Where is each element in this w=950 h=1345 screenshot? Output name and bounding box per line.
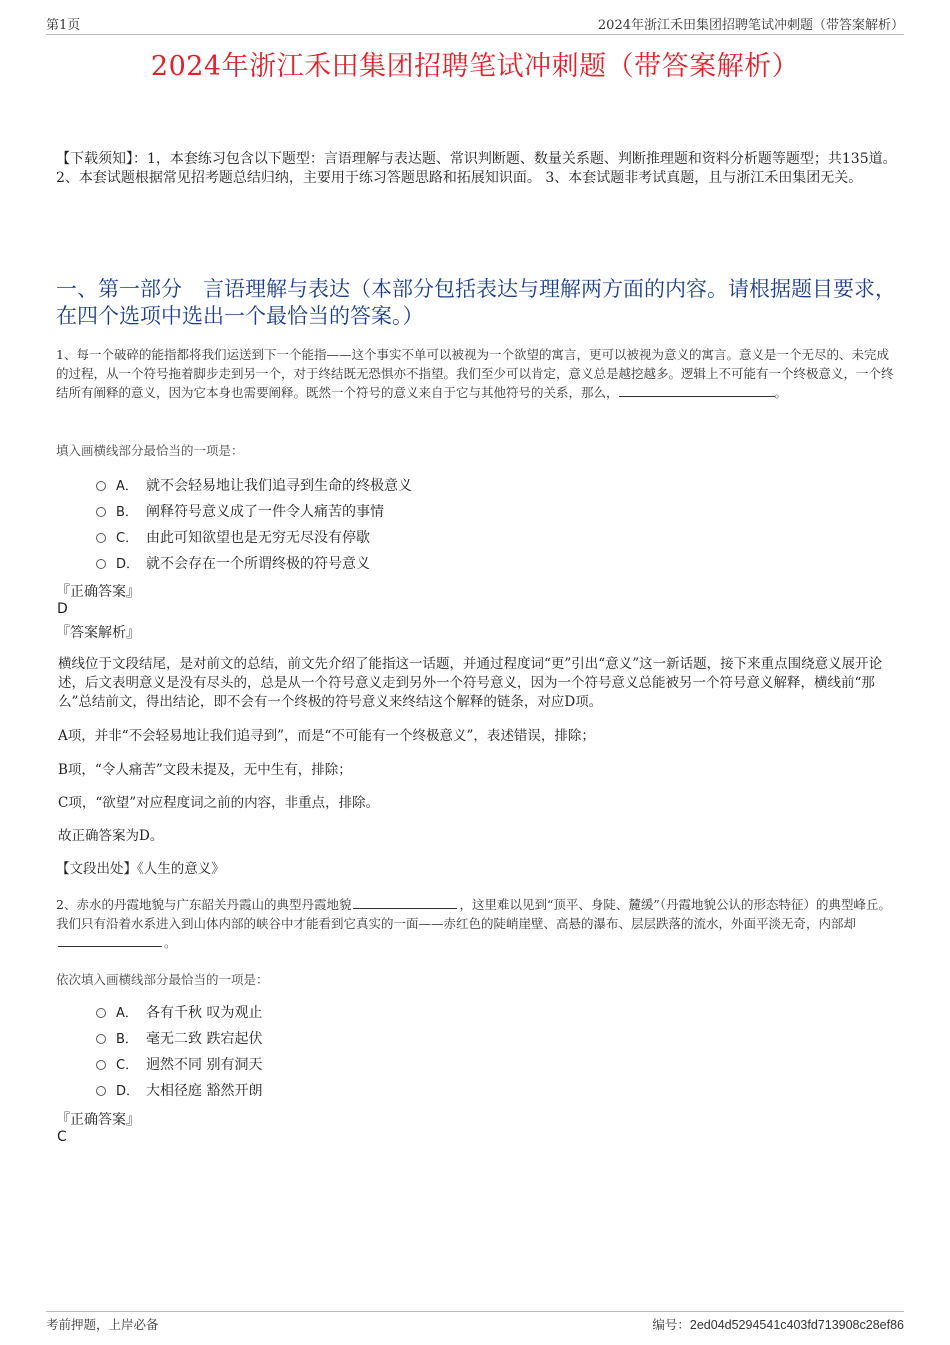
question-1-answer-label: 『正确答案』 <box>56 584 140 600</box>
question-2-option-b[interactable]: B． 毫无二致 跌宕起伏 <box>96 1029 262 1049</box>
radio-icon[interactable] <box>96 1008 106 1018</box>
question-1-prompt: 填入画横线部分最恰当的一项是： <box>56 443 244 458</box>
question-2-option-a[interactable]: A． 各有千秋 叹为观止 <box>96 1003 262 1023</box>
radio-icon[interactable] <box>96 507 106 517</box>
question-1-text <box>56 345 898 402</box>
question-1-analysis-label: 『答案解析』 <box>56 625 140 641</box>
question-2-body-a: 2、赤水的丹霞地貌与广东韶关丹霞山的典型丹霞地貌 <box>56 897 352 912</box>
question-1-option-d[interactable]: D． 就不会存在一个所谓终极的符号意义 <box>96 554 370 574</box>
page-header <box>46 14 904 35</box>
question-2-option-d[interactable]: D． 大相径庭 豁然开朗 <box>96 1081 262 1101</box>
analysis-paragraph: 故正确答案为D。 <box>58 828 164 844</box>
download-notice: 【下载须知】：1，本套练习包含以下题型：言语理解与表达题、常识判断题、数量关系题、判断推理题和资料分析题等题型；共135道。 2、本套试题根据常见招考题总结归纳，主要用于练习答题思路和拓展知识面。 3、本套试题非考试真题，且与浙江禾田集团无关。 <box>56 151 897 186</box>
radio-icon[interactable] <box>96 533 106 543</box>
section-heading: 一、第一部分 言语理解与表达（本部分包括表达与理解两方面的内容。请根据题目要求，在四个选项中选出一个最恰当的答案。） <box>56 277 896 328</box>
question-1-body: 1、每一个破碎的能指都将我们运送到下一个能指——这个事实不单可以被视为一个欲望的寓言，更可以被视为意义的寓言。意义是一个无尽的、未完成的过程，从一个符号拖着脚步走到另一个，对于终结既无恐惧亦不指望。我们至少可以肯定，意义总是越挖越多。逻辑上不可能有一个终极意义，一个终结所有阐释的意义，因为它本身也需要阐释。既然一个符号的意义来自于它与其他符号的关系，那么， <box>56 347 894 400</box>
question-2-end: 。 <box>164 935 177 950</box>
question-2-text <box>56 895 898 952</box>
page-footer <box>46 1311 904 1332</box>
question-2-answer: C <box>57 1129 67 1145</box>
radio-icon[interactable] <box>96 481 106 491</box>
footer-code-label: 编号： <box>652 1317 690 1332</box>
question-2-blank-2 <box>58 934 162 947</box>
analysis-paragraph: C项，“欲望”对应程度词之前的内容，非重点，排除。 <box>58 795 380 811</box>
footer-slogan: 考前押题，上岸必备 <box>46 1317 159 1332</box>
radio-icon[interactable] <box>96 1034 106 1044</box>
question-2-option-c[interactable]: C． 迥然不同 别有洞天 <box>96 1055 262 1075</box>
text-source: 【文段出处】《人生的意义》 <box>56 861 225 877</box>
question-2-blank-1 <box>353 896 457 909</box>
question-1-option-a[interactable]: A． 就不会轻易地让我们追寻到生命的终极意义 <box>96 476 412 496</box>
question-1-option-b[interactable]: B． 阐释符号意义成了一件令人痛苦的事情 <box>96 502 384 522</box>
question-1-option-c[interactable]: C． 由此可知欲望也是无穷无尽没有停歇 <box>96 528 370 548</box>
question-2-prompt: 依次填入画横线部分最恰当的一项是： <box>56 972 269 987</box>
radio-icon[interactable] <box>96 1060 106 1070</box>
question-2-answer-label: 『正确答案』 <box>56 1112 140 1128</box>
footer-code <box>652 1315 904 1333</box>
page-title: 2024年浙江禾田集团招聘笔试冲刺题（带答案解析） <box>150 51 800 82</box>
question-1-end: 。 <box>774 385 788 400</box>
question-1-blank <box>619 384 775 397</box>
radio-icon[interactable] <box>96 1086 106 1096</box>
analysis-paragraph: A项，并非“不会轻易地让我们追寻到”，而是“不可能有一个终极意义”，表述错误，排除； <box>58 728 595 744</box>
analysis-paragraph: B项，“令人痛苦”文段未提及，无中生有，排除； <box>58 762 352 778</box>
footer-code-value: 2ed04d5294541c403fd713908c28ef86 <box>689 1318 904 1332</box>
analysis-paragraph: 横线位于文段结尾，是对前文的总结，前文先介绍了能指这一话题，并通过程度词“更”引出“意义”这一新话题，接下来重点围绕意义展开论述，后文表明意义是没有尽头的，总是从一个符号意义走到另外一个符号意义，因为一个符号意义总能被另一个符号意义解释，横线前“那么”总结前文，得出结论，即不会有一个终极的符号意义来终结这个解释的链条，对应D项。 <box>58 656 883 710</box>
question-2-body-b: ，这里难以见到“顶平、身陡、麓缓”（丹霞地貌公认的形态特征）的典型峰丘。我们只有沿着水系进入到山体内部的峡谷中才能看到它真实的一面——赤红色的陡峭崖壁、高悬的瀑布、层层跌落的流水，外面平淡无奇，内部却 <box>56 897 892 931</box>
radio-icon[interactable] <box>96 559 106 569</box>
page-number: 第1页 <box>46 18 81 33</box>
question-1-answer: D <box>57 601 68 617</box>
header-doc-title: 2024年浙江禾田集团招聘笔试冲刺题（带答案解析） <box>597 18 904 33</box>
